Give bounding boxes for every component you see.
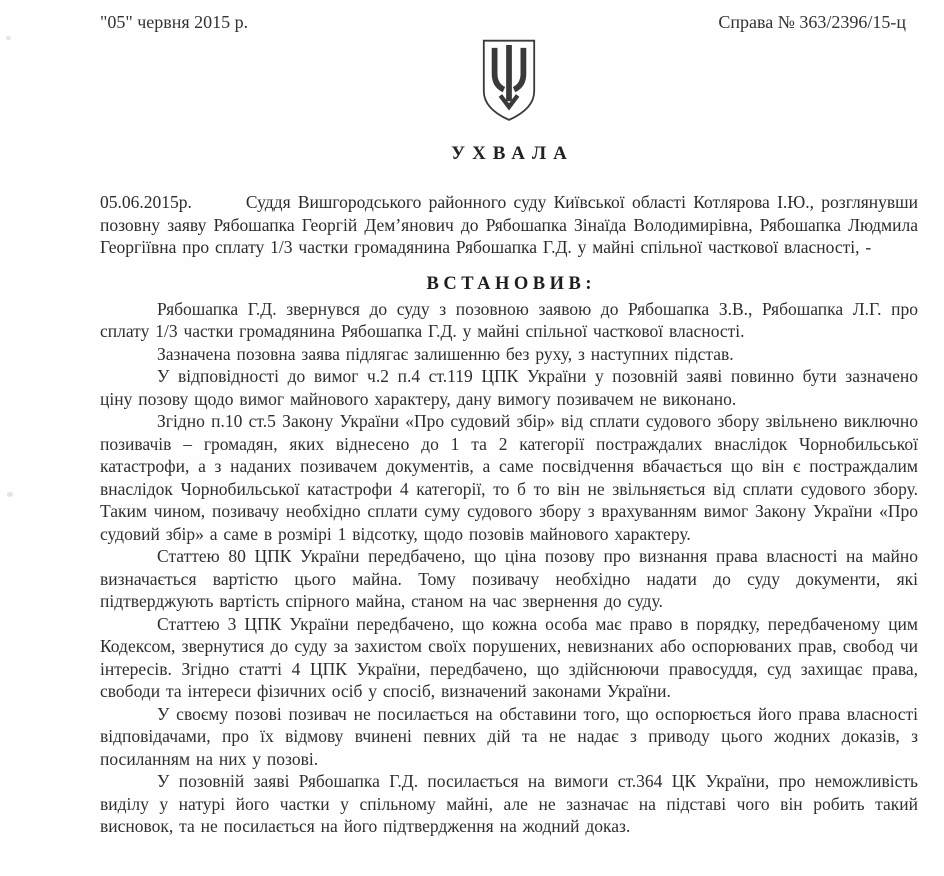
body-paragraph-3: У відповідності до вимог ч.2 п.4 ст.119 ЦПК України у позовній заяві повинно бути зазначено ціну позову щодо вимог майнового характеру, дану вимогу позивачем не виконано.	[100, 366, 918, 409]
body-paragraph-4: Згідно п.10 ст.5 Закону України «Про судовий збір» від сплати судового збору звільнено виключно позивачів – громадян, яких віднесено до 1 та 2 категорії постраждалих внаслідок Чорнобильської катастрофи, а з наданих позивачем документів, а саме посвідчення вбачається що він є постраждалим внаслідок Чорнобильської катастрофи 4 категорії, то б то він не звільняється від сплати судового збору. Таким чином, позивачу необхідно сплати суму судового збору з врахуванням вимог Закону України «Про судовий збір» а саме в розмірі 1 відсотку, щодо позовів майнового характеру.	[100, 411, 918, 544]
body-paragraph-5: Статтею 80 ЦПК України передбачено, що ціна позову про визнання права власності на майно визначається вартістю цього майна. Тому позивачу необхідно надати до суду документи, які підтверджують вартість спірного майна, станом на час звернення до суду.	[100, 546, 918, 611]
body-paragraph-1: Рябошапка Г.Д. звернувся до суду з позовною заявою до Рябошапка З.В., Рябошапка Л.Г. про сплату 1/3 частки громадянина Рябошапка Г.Д. у майні спільної часткової власності.	[100, 298, 918, 341]
body-paragraph-6: Статтею 3 ЦПК України передбачено, що кожна особа має право в порядку, передбаченому цим Кодексом, звернутися до суду за захистом своїх порушених, невизнаних або оспорюваних прав, свобод чи інтересів. Згідно статті 4 ЦПК України, передбачено, що здійснюючи правосуддя, суд захищає права, свободи та інтереси фізичних осіб у спосіб, визначений законами України.	[100, 613, 918, 701]
case-number: Справа № 363/2396/15-ц	[718, 12, 906, 32]
scan-artifact	[7, 492, 13, 497]
intro-text: Суддя Вишгородського районного суду Київської області Котлярова І.Ю., розглянувши позовну заяву Рябошапка Георгій Дем’янович до Рябошапка Зінаїда Володимирівна, Рябошапка Людмила Георгіївна про сплату 1/3 частки громадянина Рябошапка Г.Д. у майні спільної часткової власності, -	[100, 192, 918, 257]
intro-paragraph	[100, 191, 918, 259]
document-header	[100, 12, 918, 33]
body-paragraph-2: Зазначена позовна заява підлягає залишенню без руху, з наступних підстав.	[157, 343, 734, 364]
ruling-heading: ВСТАНОВИВ:	[426, 273, 596, 294]
decision-date: 05.06.2015р.	[100, 192, 192, 212]
document-date-line: "05" червня 2015 р.	[100, 12, 249, 32]
body-paragraph-7: У своєму позові позивач не посилається на обставини того, що оспорюється його права власності відповідачами, про їх відмову вчинені певних дій та не надає з приводу цього жодних доказів, з посиланням на них у позові.	[100, 703, 918, 769]
body-paragraph-8: У позовній заяві Рябошапка Г.Д. посилається на вимоги ст.364 ЦК України, про неможливість виділу у натурі його частки у спільному майні, але не зазначає на підставі чого він робить такий висновок, та не посилається на його підтвердження на жодний доказ.	[100, 771, 918, 836]
document-title: УХВАЛА	[451, 143, 574, 164]
ukraine-trident-coat-of-arms-icon	[473, 37, 545, 125]
scan-artifact	[6, 36, 11, 40]
